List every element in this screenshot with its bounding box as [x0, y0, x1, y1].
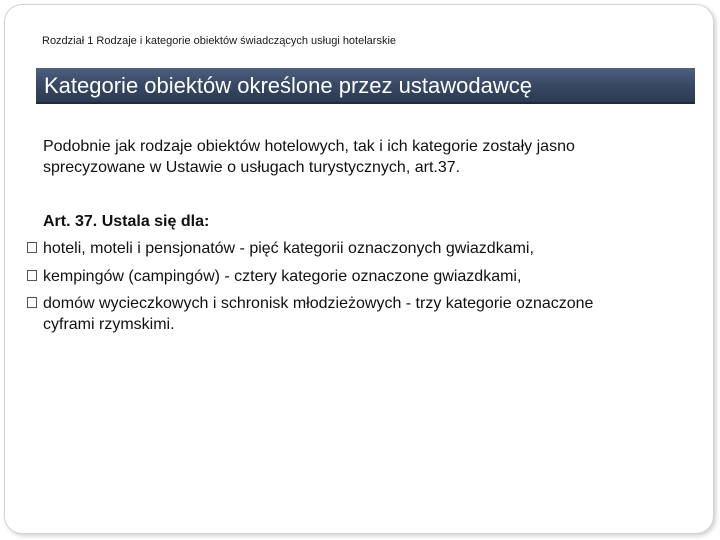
bullet-item-campings [27, 266, 683, 287]
article-heading: Art. 37. Ustala się dla: [43, 213, 210, 230]
bullet-line: domów wycieczkowych i schronisk młodzieżowych - trzy kategorie oznaczone [43, 295, 594, 312]
title-bar [36, 68, 695, 104]
bullet-text [43, 266, 683, 287]
square-bullet-icon [27, 270, 37, 281]
slide-title: Kategorie obiektów określone przez ustawodawcę [44, 73, 532, 98]
bullet-item-hotels [27, 238, 683, 259]
bullet-text [43, 293, 683, 335]
intro-line-1: Podobnie jak rodzaje obiektów hotelowych, tak i ich kategorie zostały jasno [43, 138, 575, 155]
chapter-header: Rozdział 1 Rodzaje i kategorie obiektów świadczących usługi hotelarskie [42, 35, 397, 47]
bullet-item-hostels [27, 293, 683, 335]
bullet-text [43, 238, 683, 259]
square-bullet-icon [27, 297, 37, 308]
bullet-line: kempingów (campingów) - cztery kategorie oznaczone gwiazdkami, [43, 268, 522, 285]
intro-line-2: sprecyzowane w Ustawie o usługach turystycznych, art.37. [43, 159, 461, 176]
slide-frame [4, 4, 714, 534]
bullet-line: cyframi rzymskimi. [43, 316, 175, 333]
intro-paragraph [43, 136, 683, 178]
bullet-line: hoteli, moteli i pensjonatów - pięć kategorii oznaczonych gwiazdkami, [43, 240, 534, 257]
square-bullet-icon [27, 242, 37, 253]
